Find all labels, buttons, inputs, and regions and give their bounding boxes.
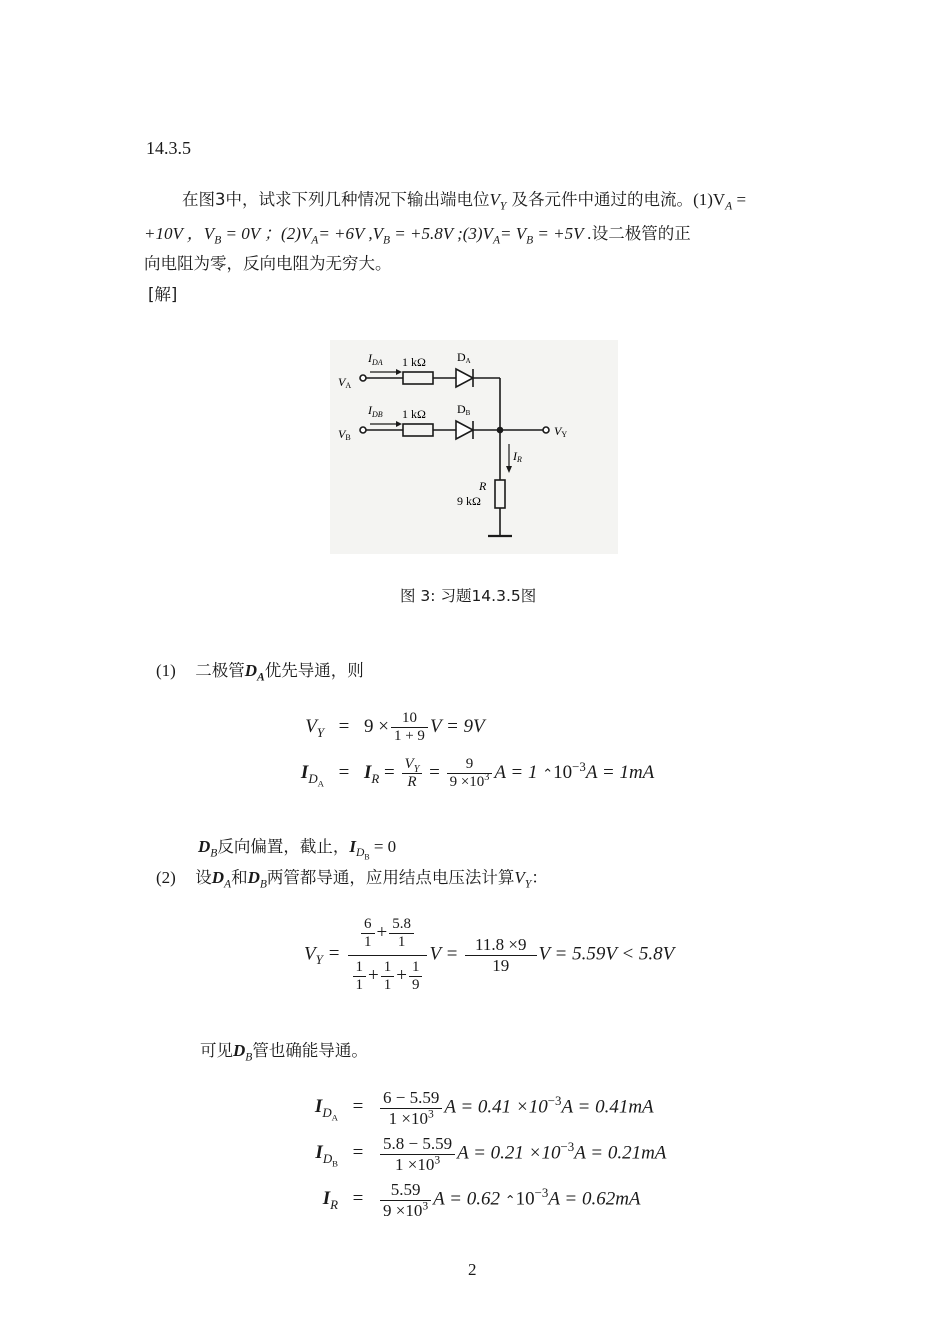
- label-res-b: 1 kΩ: [402, 407, 426, 421]
- problem-case-1: $(1)V_A$ =: [693, 190, 747, 213]
- part1-number: (1): [156, 661, 176, 680]
- label-idb: $I_{DB}$: [368, 403, 383, 419]
- figure-caption: 图 3: 习题14.3.5图: [400, 587, 537, 605]
- part1-da: $D_A$: [244, 661, 265, 684]
- part2-number: (2): [156, 868, 176, 887]
- terminal-b-icon: [360, 427, 366, 433]
- part2-note: 可见$D_B$管也确能导通。: [200, 1041, 368, 1064]
- label-r-name: R: [479, 479, 487, 493]
- label-res-a: 1 kΩ: [402, 355, 426, 369]
- fraction-vy-over-r: $\frac{V_Y}{R}$: [402, 756, 423, 792]
- eq-node-voltage: $V_Y$ = $\frac{6}{1}$ + $\frac{5.8}{1}$ $\frac{1}{1}$ + $\frac{1}{1}$ + $\frac{1}{9}$ V = $\frac{11.8 \times 9}{19}$ V = 5.59V < 5.8V: [304, 916, 675, 993]
- circuit-diagram: [330, 340, 618, 554]
- problem-after-vy: 及各元件中通过的电流。: [506, 190, 694, 209]
- label-va: VA: [338, 375, 352, 390]
- fraction-9-over-9e3: $\frac{9}{9 \times 10^3}$: [447, 756, 493, 792]
- part1-heading: (1) 二极管$D_A$优先导通，则: [156, 661, 364, 684]
- eq-ida-2: $I_{D_A}=$ $\frac{6 - 5.59}{1 \times 10^3}$ $A = 0.41 \times 10^{-3}A = 0.41mA$: [314, 1088, 654, 1128]
- label-vb: VB: [338, 427, 351, 442]
- part2-heading: (2) 设$D_A$和$D_B$两管都导通，应用结点电压法计算$V_Y$：: [156, 868, 548, 891]
- solution-label: [解]: [148, 285, 178, 304]
- fraction-11-8x9-over-19: $\frac{11.8 \times 9}{19}$: [465, 935, 536, 975]
- problem-vy: $V_Y$: [489, 190, 507, 213]
- eq-ida-1: $I_{D_A}= I_R$ = $\frac{V_Y}{R}$ = $\frac{9}{9 \times 10^3}$ A = 1 $⌃10^{-3}A = 1mA$: [300, 756, 655, 791]
- section-number: 14.3.5: [146, 138, 191, 158]
- eq-vy-1: $V_Y = 9$ × $\frac{10}{1 + 9}$ V = 9V: [305, 710, 485, 745]
- eq-idb-2: $I_{D_B}=$ $\frac{5.8 - 5.59}{1 \times 10^3}$ $A = 0.21 \times 10^{-3}A = 0.21mA$: [315, 1134, 667, 1174]
- label-diode-a: DA: [457, 350, 471, 365]
- label-vy: VY: [554, 424, 568, 439]
- label-diode-b: DB: [457, 402, 471, 417]
- terminal-y-icon: [543, 427, 549, 433]
- fraction-node-voltage: $\frac{6}{1}$ + $\frac{5.8}{1}$ $\frac{1}{1}$ + $\frac{1}{1}$ + $\frac{1}{9}$: [348, 916, 428, 994]
- problem-line-3: 向电阻为零，反向电阻为无穷大。: [144, 254, 392, 273]
- fraction-10-over-10: $\frac{10}{1 + 9}$: [391, 710, 428, 746]
- label-ida: $I_{DA}$: [368, 351, 383, 367]
- problem-lead: 在图3中，试求下列几种情况下输出端电位: [182, 190, 490, 209]
- label-r-value: 9 kΩ: [457, 494, 481, 508]
- problem-line-2: +10V ，$V_B = 0V$ ；$(2)V_A= +6V$ $,V_B = +5.8V$ $;(3)V_A= V_B = +5V$ .设二极管的正: [144, 224, 691, 247]
- page-number: 2: [468, 1260, 477, 1279]
- eq-ir-2: $I_R$ = $\frac{5.59}{9 \times 10^3}$ A = 0.62 $⌃10^{-3}A = 0.62mA$: [322, 1180, 641, 1220]
- terminal-a-icon: [360, 375, 366, 381]
- problem-line-1: [182, 186, 747, 213]
- label-ir: IR: [513, 449, 522, 464]
- part1-db-note: $D_B$反向偏置，截止，$I_{D_B} = 0$: [198, 837, 397, 862]
